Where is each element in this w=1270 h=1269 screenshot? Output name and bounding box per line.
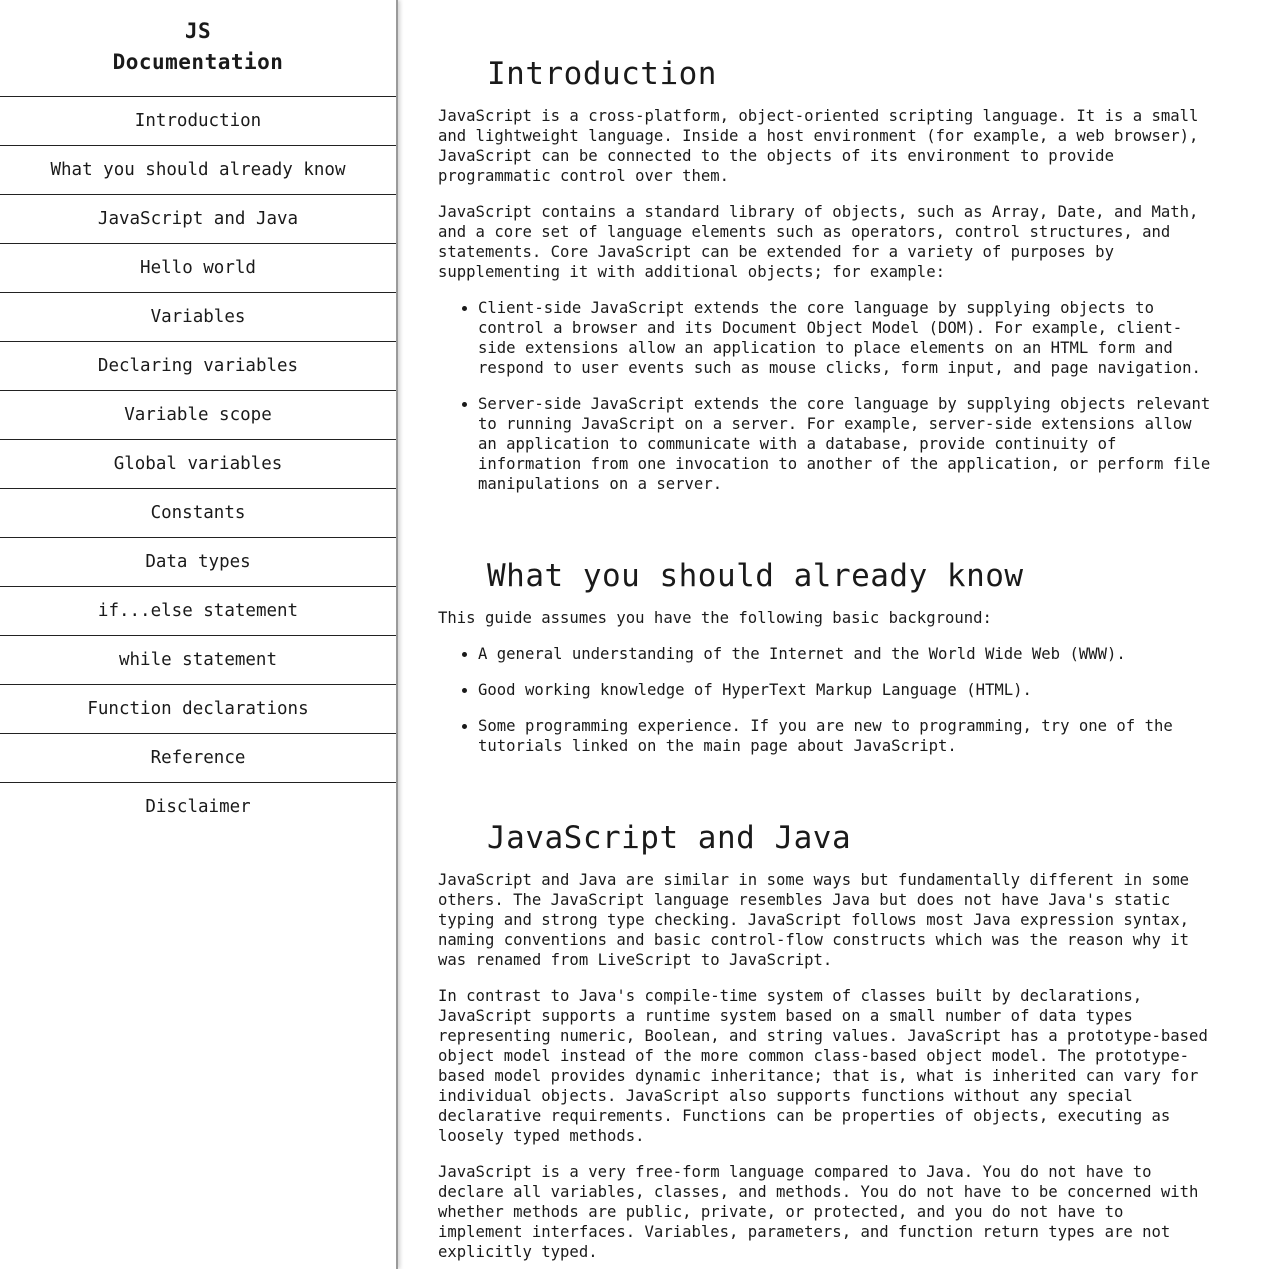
paragraph: JavaScript is a cross-platform, object-oriented scripting language. It is a small and lightweight language. Inside a host environment (for example, a web browser), JavaScript can be connected to the objects of its environment to provide programmatic control over them. (438, 107, 1199, 185)
navbar-title-line2: Documentation (112, 50, 284, 74)
nav-link-data-types[interactable]: Data types (0, 538, 396, 587)
paragraph: JavaScript is a very free-form language compared to Java. You do not have to declare all variables, classes, and methods. You do not have to be concerned with whether methods are public, private, or protected, and you do not have to implement interfaces. Variables, parameters, and function return types are not explicitly typed. (438, 1163, 1199, 1261)
nav-link-variables[interactable]: Variables (0, 293, 396, 342)
nav-link-function-declarations[interactable]: Function declarations (0, 685, 396, 734)
bullet-list (438, 644, 1213, 756)
nav-link-disclaimer[interactable]: Disclaimer (145, 797, 251, 817)
nav-link-reference[interactable]: Reference (0, 734, 396, 783)
paragraph: In contrast to Java's compile-time system of classes built by declarations, JavaScript supports a runtime system based on a small number of data types representing numeric, Boolean, and string values. JavaScript has a prototype-based object model instead of the more common class-based object model. The prototype-based model provides dynamic inheritance; that is, what is inherited can vary for individual objects. JavaScript also supports functions without any special declarative requirements. Functions can be properties of objects, executing as loosely typed methods. (438, 987, 1208, 1145)
nav-link-declaring-variables[interactable]: Declaring variables (0, 342, 396, 391)
nav-link-what-you-should-already-know[interactable]: What you should already know (0, 146, 396, 195)
list-item: • Good working knowledge of HyperText Markup Language (HTML). (478, 680, 1213, 700)
nav-link-while-statement[interactable]: while statement (0, 636, 396, 685)
section-what-you-should-already-know (438, 510, 1213, 756)
navbar (0, 0, 398, 1269)
section-title: Introduction (487, 56, 717, 92)
bullet-list (438, 298, 1213, 494)
list-item: • Client-side JavaScript extends the core language by supplying objects to control a browser and its Document Object Model (DOM). For example, client-side extensions allow an application to place elements on an HTML form and respond to user events such as mouse clicks, form input, and page navigation. (478, 298, 1213, 378)
list-item: • A general understanding of the Internet and the World Wide Web (WWW). (478, 644, 1213, 664)
list-item: • Server-side JavaScript extends the core language by supplying objects relevant to running JavaScript on a server. For example, server-side extensions allow an application to communicate with a database, provide continuity of information from one invocation to another of the application, or perform file manipulations on a server. (478, 394, 1213, 494)
nav-link-introduction[interactable]: Introduction (0, 97, 396, 146)
list-item: • Some programming experience. If you are new to programming, try one of the tutorials linked on the main page about JavaScript. (478, 716, 1213, 756)
paragraph: JavaScript and Java are similar in some ways but fundamentally different in some others. The JavaScript language resembles Java but does not have Java's static typing and strong type checking. JavaScript follows most Java expression syntax, naming conventions and basic control-flow constructs which was the reason why it was renamed from LiveScript to JavaScript. (438, 871, 1190, 969)
nav-link-javascript-and-java[interactable]: JavaScript and Java (0, 195, 396, 244)
section-title: What you should already know (487, 558, 1024, 594)
paragraph: This guide assumes you have the following basic background: (438, 609, 992, 627)
nav-link-list (0, 97, 396, 832)
section-title: JavaScript and Java (487, 820, 852, 856)
section-introduction (438, 0, 1213, 494)
section-javascript-and-java (438, 772, 1213, 1262)
main-doc (438, 0, 1213, 1269)
nav-link-hello-world[interactable]: Hello world (0, 244, 396, 293)
paragraph: JavaScript contains a standard library of objects, such as Array, Date, and Math, and a core set of language elements such as operators, control structures, and statements. Core JavaScript can be extended for a variety of purposes by supplementing it with additional objects; for example: (438, 203, 1199, 281)
nav-link-global-variables[interactable]: Global variables (0, 440, 396, 489)
navbar-title-line1: JS (184, 19, 212, 43)
nav-link-variable-scope[interactable]: Variable scope (0, 391, 396, 440)
nav-link-constants[interactable]: Constants (0, 489, 396, 538)
nav-link-if-else-statement[interactable]: if...else statement (0, 587, 396, 636)
navbar-title (0, 0, 396, 97)
